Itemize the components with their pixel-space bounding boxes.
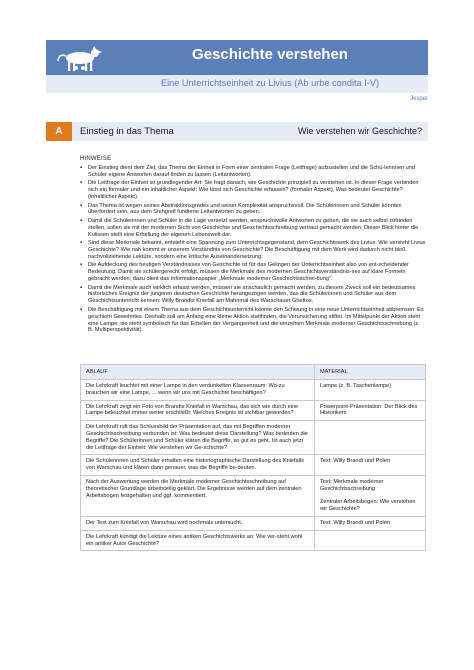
ablauf-cell: Die Lehrkraft zeigt ein Foto von Brandts Kniefall in Warschau, das sich wie durch eine Lampe beleuchtet immer weiter erschließt: Welches Ereignis ist sichtbar geworden? xyxy=(81,400,315,421)
hints-list xyxy=(80,165,426,336)
material-cell xyxy=(315,421,426,455)
table-row xyxy=(81,400,426,421)
table-row xyxy=(81,516,426,530)
table-row xyxy=(81,380,426,401)
ablauf-cell: Die Lehrkraft ruft das Schlussbild der Präsentation auf, das mit Begriffen moderner Geschichtsschreibung verbunden ist: Was bedeutet diese Darstellung? Was bedeuten die Begriffe? Die Schülerinnen und Schüler klären die Begriffe, so gut es geht. Ist auch jetzt die Leitfrage der Einheit: Wie verstehen wir Ge-schichte? xyxy=(81,421,315,455)
ablauf-cell: Nach der Auswertung werden die Merkmale moderner Geschichtsschreibung auf theoretischer Grundlage arbeitsteilig geklärt. Die Ergebnisse werden auf dem zentralen Arbeitsbogen festgehalten und ggf. kommentiert. xyxy=(81,475,315,516)
hint-item: ▪ Der Einstieg dient dem Ziel, das Thema der Einheit in Form einer zentralen Frage (Leitfrage) aufzustellen und die Schü-lerinnen und Schüler eigene Antworten darauf finden zu lassen (Leitantworten). xyxy=(80,165,426,179)
page-title: Geschichte verstehen xyxy=(192,46,348,63)
material-line: Lampe (z. B. Taschenlampe) xyxy=(320,383,392,389)
material-line: Text: Willy Brandt und Polen xyxy=(320,458,390,465)
material-cell xyxy=(315,400,426,421)
table-row xyxy=(81,475,426,516)
table-header-row xyxy=(81,365,426,380)
material-cell xyxy=(315,475,426,516)
material-line: Text: Willy Brandt und Polen xyxy=(320,519,390,526)
material-cell xyxy=(315,455,426,476)
process-table xyxy=(80,364,426,551)
table-row xyxy=(81,530,426,551)
column-header-ablauf: ABLAUF xyxy=(81,365,315,380)
material-line: Text: Merkmale moderner Geschichtsschreibung xyxy=(320,478,384,492)
material-cell xyxy=(315,380,426,401)
hint-item: ▪ Die Aufdeckung des heutigen Verständnisses von Geschichte ist für das Gelingen der Unterrichtseinheit also von ent-scheidender Bedeutung. Damit sie schülergerecht erfolgt, müssen die Merkmale des modernen Geschichtsverständnis-ses auf klare Formeln gebracht werden; dazu dient das Informationspapier „Merkmale moderner Geschichtsschrei-bung“. xyxy=(80,262,426,283)
table-row xyxy=(81,455,426,476)
hint-item: ▪ Sind diese Merkmale bekannt, entsteht eine Spannung zum Unterrichtsgegenstand, dem Geschichtswerk des Livius: Wie versteht Livius Geschichte? Wie nah kommt er unserem Verständnis von Geschichte? Die Beschäftigung mit dem Werk wird dadurch nicht bloß nachvollziehende Lektüre, sondern eine kritische Auseinandersetzung. xyxy=(80,240,426,261)
hint-item: ▪ Die Beschäftigung mit einem Thema aus dem Geschichtsunterricht könnte den Schwung in eine neue Unterrichtseinheit abbremsen: Es geschieht Gewohntes. Deshalb soll am Anfang eine kleine Aktion stattfinden, die Verunsicherung stiftet. Im Mittelpunkt der Aktion steht eine Lampe; sie steht symbolisch für das Erhellen der Vergangenheit und die einzelnen Merkmale moderner Geschichtsschreibung (z. B. Multiperspektivität). xyxy=(80,307,426,335)
section-letter-badge: A xyxy=(46,122,72,141)
ablauf-cell: Die Schülerinnen und Schüler erhalten eine historiographische Darstellung des Kniefalls von Warschau und klären dann genauer, was die Begriffe be-deuten. xyxy=(81,455,315,476)
ablauf-cell: Der Text zum Kniefall von Warschau wird nochmals untersucht. xyxy=(81,516,315,530)
page-subtitle: Eine Unterrichtseinheit zu Livius (Ab urbe condita I-V) xyxy=(160,78,380,88)
hints-heading: HINWEISE xyxy=(80,156,112,162)
ablauf-cell: Die Lehrkraft kündigt die Lektüre eines antiken Geschichtswerks an: Wie ver-steht wohl ein antiker Autor Geschichte? xyxy=(81,530,315,551)
table-row xyxy=(81,421,426,455)
hint-item: ▪ Das Thema ist wegen seines Abstraktionsgrades und seiner Komplexität anspruchsvoll. Die Schülerinnen und Schüler könnten überfordert sein, aus dem Stehgreif fundierte Leitantworten zu geben. xyxy=(80,203,426,217)
hint-item: ▪ Damit die Merkmale auch wirklich erfasst werden, müssen sie anschaulich gemacht werden; zu diesem Zweck soll ein bedeutsames historisches Ereignis der jüngeren deutschen Geschichte herangezogen werden, das die Schülerinnen und Schüler aus dem Geschichtsunterricht kennen: Willy Brandts Kniefall am Mahnmal des Warschauer Ghettos. xyxy=(80,285,426,306)
section-question: Wie verstehen wir Geschichte? xyxy=(297,126,422,136)
material-line: Zentraler Arbeitsbogen: Wie verstehen wir Geschichte? xyxy=(320,499,416,513)
hint-item: ▪ Damit die Schülerinnen und Schüler in die Lage versetzt werden, anspruchsvolle Antworten zu geben, die sie auch selbst zufrieden stellen, sollen sie mit der modernen Sicht von Geschichte und Geschichtsschreibung vertraut gemacht werden. Dieser Blick hinter die Kulissen stellt eine Erhellung der eigenen Lebenswelt dar. xyxy=(80,218,426,239)
she-wolf-logo-icon xyxy=(56,43,104,73)
material-spacer xyxy=(320,493,420,500)
material-cell xyxy=(315,516,426,530)
ablauf-cell: Die Lehrkraft leuchtet mit einer Lampe in den verdunkelten Klassenraum: Wo-zu brauchen wir eine Lampe, ... wenn wir uns mit Geschichte beschäftigen? xyxy=(81,380,315,401)
section-title: Einstieg in das Thema xyxy=(80,126,174,137)
author-name: Jesper xyxy=(409,96,428,102)
column-header-material: MATERIAL xyxy=(315,365,426,380)
material-line: Powerpoint-Präsentation: Der Blick des Historikers xyxy=(320,403,418,417)
hint-item: ▪ Die Leitfrage der Einheit ist grundlegender Art: Sie fragt danach, wie Geschichte prinzipiell zu verstehen ist. In dieser Frage verbinden sich ein formaler und ein inhaltlicher Aspekt: Wie lässt sich Geschichte erfassen? (formaler Aspekt), Was bedeutet Geschichte? (inhaltlicher Aspekt). xyxy=(80,180,426,201)
material-cell xyxy=(315,530,426,551)
